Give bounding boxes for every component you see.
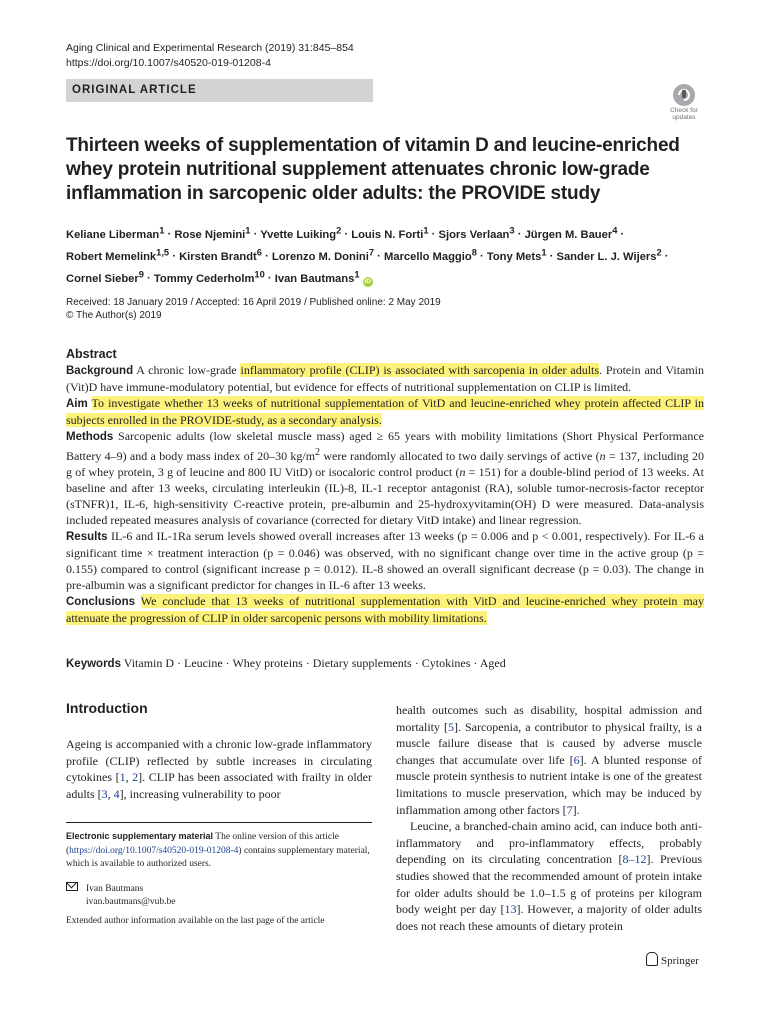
copyright: © The Author(s) 2019 xyxy=(66,310,162,321)
publication-dates xyxy=(66,296,441,322)
keywords-list: Vitamin D · Leucine · Whey proteins · Dietary supplements · Cytokines · Aged xyxy=(120,656,506,670)
abstract-heading: Abstract xyxy=(66,347,117,361)
footnote-divider xyxy=(66,822,372,823)
conclusions-heading: Conclusions xyxy=(66,596,136,608)
citation-link[interactable]: 1 xyxy=(119,770,126,785)
author[interactable]: Kirsten Brandt$^6$ xyxy=(179,247,262,263)
author[interactable]: Rose Njemini$^1$ xyxy=(174,225,251,241)
citation-link[interactable]: 6 xyxy=(573,752,580,767)
orcid-icon[interactable]: iD xyxy=(364,278,371,286)
mail-icon xyxy=(66,882,78,891)
intro-paragraph: health outcomes such as disability, hospital admission and mortality [5]. Sarcopenia, a contributor to physical frailty, is a muscle failure disease that is caused by adverse muscle changes that accumulate over life [6]. A blunted response of muscle protein synthesis to nutrient intake is one of the greatest limitations to muscle preservation, which may be induced by inflammation among other factors [7]. xyxy=(396,703,702,817)
keywords xyxy=(66,655,706,672)
citation-link[interactable]: 4 xyxy=(113,786,120,801)
author[interactable]: Cornel Sieber$^9$ xyxy=(66,269,144,286)
check-for-updates-label-2: updates xyxy=(672,114,696,121)
intro-left-column xyxy=(66,736,372,802)
contact-name: Ivan Bautmans xyxy=(86,884,144,894)
article-type-bar: ORIGINAL ARTICLE xyxy=(66,79,373,102)
citation-link[interactable]: 7 xyxy=(566,802,573,817)
corresponding-author xyxy=(66,882,372,909)
abstract-background: Background A chronic low-grade inflammatory profile (CLIP) is associated with sarcopenia in older adults. Protein and Vitamin (Vit)D have immune-modulatory potential, but evidence for effects of nutritional supplementation on CLIP is limited. xyxy=(66,363,705,394)
esm-link[interactable]: https://doi.org/10.1007/s40520-019-01208-4 xyxy=(69,845,239,856)
article-title: Thirteen weeks of supplementation of vitamin D and leucine-enriched whey protein nutritional supplement attenuates chronic low-grade inflammation in sarcopenic older adults: the PROVIDE study xyxy=(66,135,680,204)
author-list: Keliane Liberman$^1$ · Rose Njemini$^1$ · Yvette Luiking$^2$ · Louis N. Forti$^1$ · Sjors Verlaan$^3$ · Jürgen M. Bauer$^4$ · Robert Memelink$^{1,5}$ · Kirsten Brandt$^6$ · Lorenzo M. Donini$^7$ · Marcello Maggio$^8$ · Tony Mets$^1$ · Sander L. J. Wijers$^2$ · Cornel Sieber$^9$ · Tommy Cederholm$^{10}$ · Ivan Bautmans$^1$ iD xyxy=(66,225,669,286)
doi-link[interactable]: https://doi.org/10.1007/s40520-019-01208-4 xyxy=(66,56,271,69)
intro-right-column xyxy=(396,702,702,934)
publisher-name: Springer xyxy=(661,955,699,967)
contact-email[interactable]: ivan.bautmans@vub.be xyxy=(86,897,176,907)
highlight: inflammatory profile (CLIP) is associated with sarcopenia in older adults xyxy=(240,363,600,377)
highlight: To investigate whether 13 weeks of nutritional supplementation of VitD and leucine-enriched whey protein affected CLIP in subjects enrolled in the PROVIDE-study, as a secondary analysis. xyxy=(66,396,704,427)
citation-link[interactable]: 13 xyxy=(504,902,517,917)
keywords-heading: Keywords xyxy=(66,658,121,670)
abstract-results: Results IL-6 and IL-1Ra serum levels showed overall increases after 13 weeks (p = 0.006 and p < 0.001, respectively). For IL-6 a significant time × treatment interaction (p = 0.046) was observed, with no significant change over time in the active group (p = 0.155) compared to control (significant increase p = 0.012). IL-8 showed an overall significant decrease (p = 0.03). The change in pre-albumin was a significant predictor for changes in IL-6 after 13 weeks. xyxy=(66,529,704,592)
author[interactable]: Ivan Bautmans$^1$ xyxy=(274,269,360,286)
journal-header xyxy=(66,41,354,70)
author[interactable]: Lorenzo M. Donini$^7$ xyxy=(271,247,375,263)
esm-heading: Electronic supplementary material xyxy=(66,831,214,841)
author[interactable]: Tommy Cederholm$^{10}$ xyxy=(153,269,265,286)
intro-paragraph: Leucine, a branched-chain amino acid, can induce both anti-inflammatory and pro-inflammatory effects, probably depending on its circulating concentration [8–12]. Previous studies showed that the recommended amount of protein intake for older adults should be 1.0–1.5 g of proteins per kilogram body weight per day [13]. However, a majority of older adults does not reach these amounts of dietary protein xyxy=(396,819,703,933)
received-accepted-published: Received: 18 January 2019 / Accepted: 16 April 2019 / Published online: 2 May 2019 xyxy=(66,297,441,308)
citation-link[interactable]: 5 xyxy=(447,719,454,734)
introduction-heading: Introduction xyxy=(66,700,148,716)
abstract-aim xyxy=(66,395,704,428)
publisher-footer xyxy=(646,952,699,967)
extended-author-info: Extended author information available on the last page of the article xyxy=(66,916,325,926)
author[interactable]: Keliane Liberman$^1$ xyxy=(66,225,165,241)
abstract-body xyxy=(66,362,704,626)
background-heading: Background xyxy=(66,365,134,377)
intro-paragraph: Ageing is accompanied with a chronic low-grade inflammatory profile (CLIP) reflected by subtle increases in circulating cytokines [1, 2]. CLIP has been associated with frailty in older adults [3, 4], increasing vulnerability to poor xyxy=(66,737,372,801)
check-for-updates-badge[interactable] xyxy=(664,82,704,126)
abstract-conclusions xyxy=(66,593,704,626)
citation-link[interactable]: 3 xyxy=(101,786,108,801)
author[interactable]: Sander L. J. Wijers$^2$ xyxy=(556,247,662,263)
citation-link[interactable]: 8–12 xyxy=(622,852,647,867)
abstract-methods: Methods Sarcopenic adults (low skeletal muscle mass) aged ≥ 65 years with mobility limitations (Short Physical Performance Battery 4–9) and a body mass index of 20–30 $kg/m^2$ were randomly allocated to two daily servings of active (n = 137, including 20 g of whey protein, 3 g of leucine and 800 IU VitD) or isocaloric control product (n = 151) for a double-blind period of 13 weeks. At baseline and after 13 weeks, circulating interleukin (IL)-8, IL-1 receptor antagonist (RA), soluble tumor-necrosis-factor receptor (sTNFR)1, IL-6, high-sensitivity C-reactive protein, pre-albumin and 25-hydroxyvitamin(OH) D were measured. Data-analysis included repeated measures analysis of covariance (corrected for dietary VitD intake) and linear regression. xyxy=(66,429,704,527)
springer-logo-icon xyxy=(646,952,658,966)
results-heading: Results xyxy=(66,531,108,543)
author[interactable]: Jürgen M. Bauer$^4$ xyxy=(524,225,618,241)
check-for-updates-label-1: Check for xyxy=(670,107,698,114)
author[interactable]: Tony Mets$^1$ xyxy=(486,247,547,263)
methods-heading: Methods xyxy=(66,431,114,443)
journal-citation: Aging Clinical and Experimental Research (2019) 31:845–854 xyxy=(66,42,354,54)
check-for-updates-icon xyxy=(673,84,695,106)
citation-link[interactable]: 2 xyxy=(132,770,139,785)
highlight: We conclude that 13 weeks of nutritional supplementation with VitD and leucine-enriched whey protein may attenuate the progression of CLIP in older sarcopenic persons with mobility limitations. xyxy=(66,594,705,625)
aim-heading: Aim xyxy=(66,398,88,410)
author[interactable]: Louis N. Forti$^1$ xyxy=(351,225,429,241)
author[interactable]: Robert Memelink$^{1,5}$ xyxy=(66,247,170,263)
author[interactable]: Marcello Maggio$^8$ xyxy=(384,247,477,263)
supplementary-note: Electronic supplementary material The online version of this article (https://doi.org/10.1007/s40520-019-01208-4) contains supplementary material, which is available to authorized users. xyxy=(66,831,370,869)
author[interactable]: Sjors Verlaan$^3$ xyxy=(438,225,515,241)
author[interactable]: Yvette Luiking$^2$ xyxy=(260,225,342,241)
